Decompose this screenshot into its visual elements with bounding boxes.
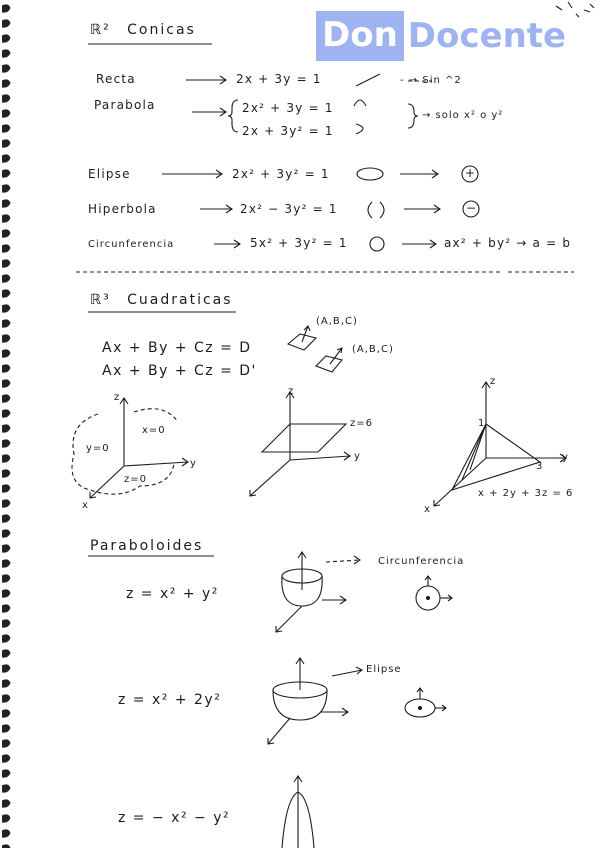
fig3-axis-z: z [490, 376, 497, 387]
plane-eq1: Ax + By + Cz = D [102, 340, 252, 356]
section1-title-text: Conicas [127, 22, 196, 38]
fig1-axis-y: y [190, 458, 197, 469]
normal-label-1: (A,B,C) [316, 316, 358, 327]
line-sketch [356, 74, 380, 86]
arrow-recta [186, 76, 226, 84]
fig2-axis-y: y [354, 451, 361, 462]
row-hiperbola-result: − [466, 201, 478, 215]
scan-noise [556, 2, 594, 17]
r2-symbol: ℝ² [90, 22, 111, 38]
r3-symbol: ℝ³ [90, 292, 111, 308]
row-hiperbola-name: Hiperbola [88, 202, 157, 216]
ellipse-sketch [357, 168, 383, 180]
fig3-axes [434, 382, 566, 506]
arrow-circunferencia-result [402, 240, 436, 248]
row-recta-eq: 2x + 3y = 1 [236, 72, 322, 86]
row-parabola-eq1: 2x² + 3y = 1 [242, 101, 334, 115]
plane-eq2: Ax + By + Cz = D' [102, 363, 257, 379]
paraboloid-eq-3: z = − x² − y² [118, 810, 231, 826]
fig3-label: x + 2y + 3z = 6 [478, 488, 574, 499]
plane-sketch-2 [316, 348, 342, 372]
row-parabola-result: → solo x² o y² [422, 110, 504, 121]
arrow-circunferencia [214, 240, 240, 248]
logo-don: Don [316, 11, 404, 61]
paraboloid-sketch-1 [276, 552, 452, 632]
fig2-axis-z: z [288, 386, 295, 397]
fig3-tick-y: 3 [536, 461, 544, 472]
paraboloid-eq-1: z = x² + y² [126, 586, 219, 602]
elipse-result-circle [462, 166, 478, 182]
paraboloid-sketch-2 [268, 658, 446, 744]
row-elipse-result: + [465, 166, 477, 180]
arrow-hiperbola-result [404, 205, 440, 213]
fig1-axis-x: x [82, 500, 89, 511]
arrow-parabola [192, 108, 226, 116]
row-circunferencia-name: Circunferencia [88, 239, 175, 250]
row-parabola-eq2: 2x + 3y² = 1 [242, 124, 334, 138]
row-elipse-name: Elipse [88, 167, 131, 181]
parabola-side-sketch [356, 124, 363, 134]
parabola-up-sketch [354, 100, 366, 106]
row-parabola-name: Parabola [94, 98, 156, 112]
parabola-brace [228, 100, 238, 132]
section2-title-text: Cuadraticas [127, 292, 233, 308]
paraboloid-sketch-3 [282, 776, 314, 848]
fig3-axis-x: x [424, 504, 431, 515]
fig2-axes [250, 392, 350, 496]
row-elipse-eq: 2x² + 3y² = 1 [232, 167, 330, 181]
parabola-result-brace [408, 104, 418, 128]
section3-title: Paraboloides [90, 538, 204, 554]
row-recta-name: Recta [96, 72, 136, 86]
paraboloid-label-2: Elipse [366, 664, 402, 675]
fig1-axes [72, 398, 188, 498]
arrow-elipse-result [400, 170, 438, 178]
fig1-label-z0: z=0 [124, 474, 147, 485]
paraboloid-label-1: Circunferencia [378, 556, 465, 567]
fig3-axis-y: y [562, 452, 569, 463]
fig1-label-x0: x=0 [142, 425, 166, 436]
normal-label-2: (A,B,C) [352, 344, 394, 355]
fig1-label-y0: y=0 [86, 443, 110, 454]
fig3-tick-z: 1 [478, 418, 486, 429]
row-recta-result: - → Sin ^2 [400, 75, 462, 86]
logo-docente: Docente [407, 16, 567, 56]
arrow-hiperbola [200, 205, 232, 213]
row-circunferencia-result: ax² + by² → a = b [444, 236, 572, 250]
hiperbola-result-circle [463, 201, 479, 217]
hyperbola-sketch [368, 202, 384, 218]
row-hiperbola-eq: 2x² − 3y² = 1 [240, 202, 338, 216]
fig1-axis-z: z [114, 392, 121, 403]
plane-sketch-1 [288, 326, 316, 350]
row-circunferencia-eq: 5x² + 3y² = 1 [250, 236, 348, 250]
circle-sketch [370, 237, 384, 251]
arrow-elipse [162, 170, 222, 178]
fig2-label: z=6 [350, 418, 373, 429]
paraboloid-eq-2: z = x² + 2y² [118, 692, 222, 708]
